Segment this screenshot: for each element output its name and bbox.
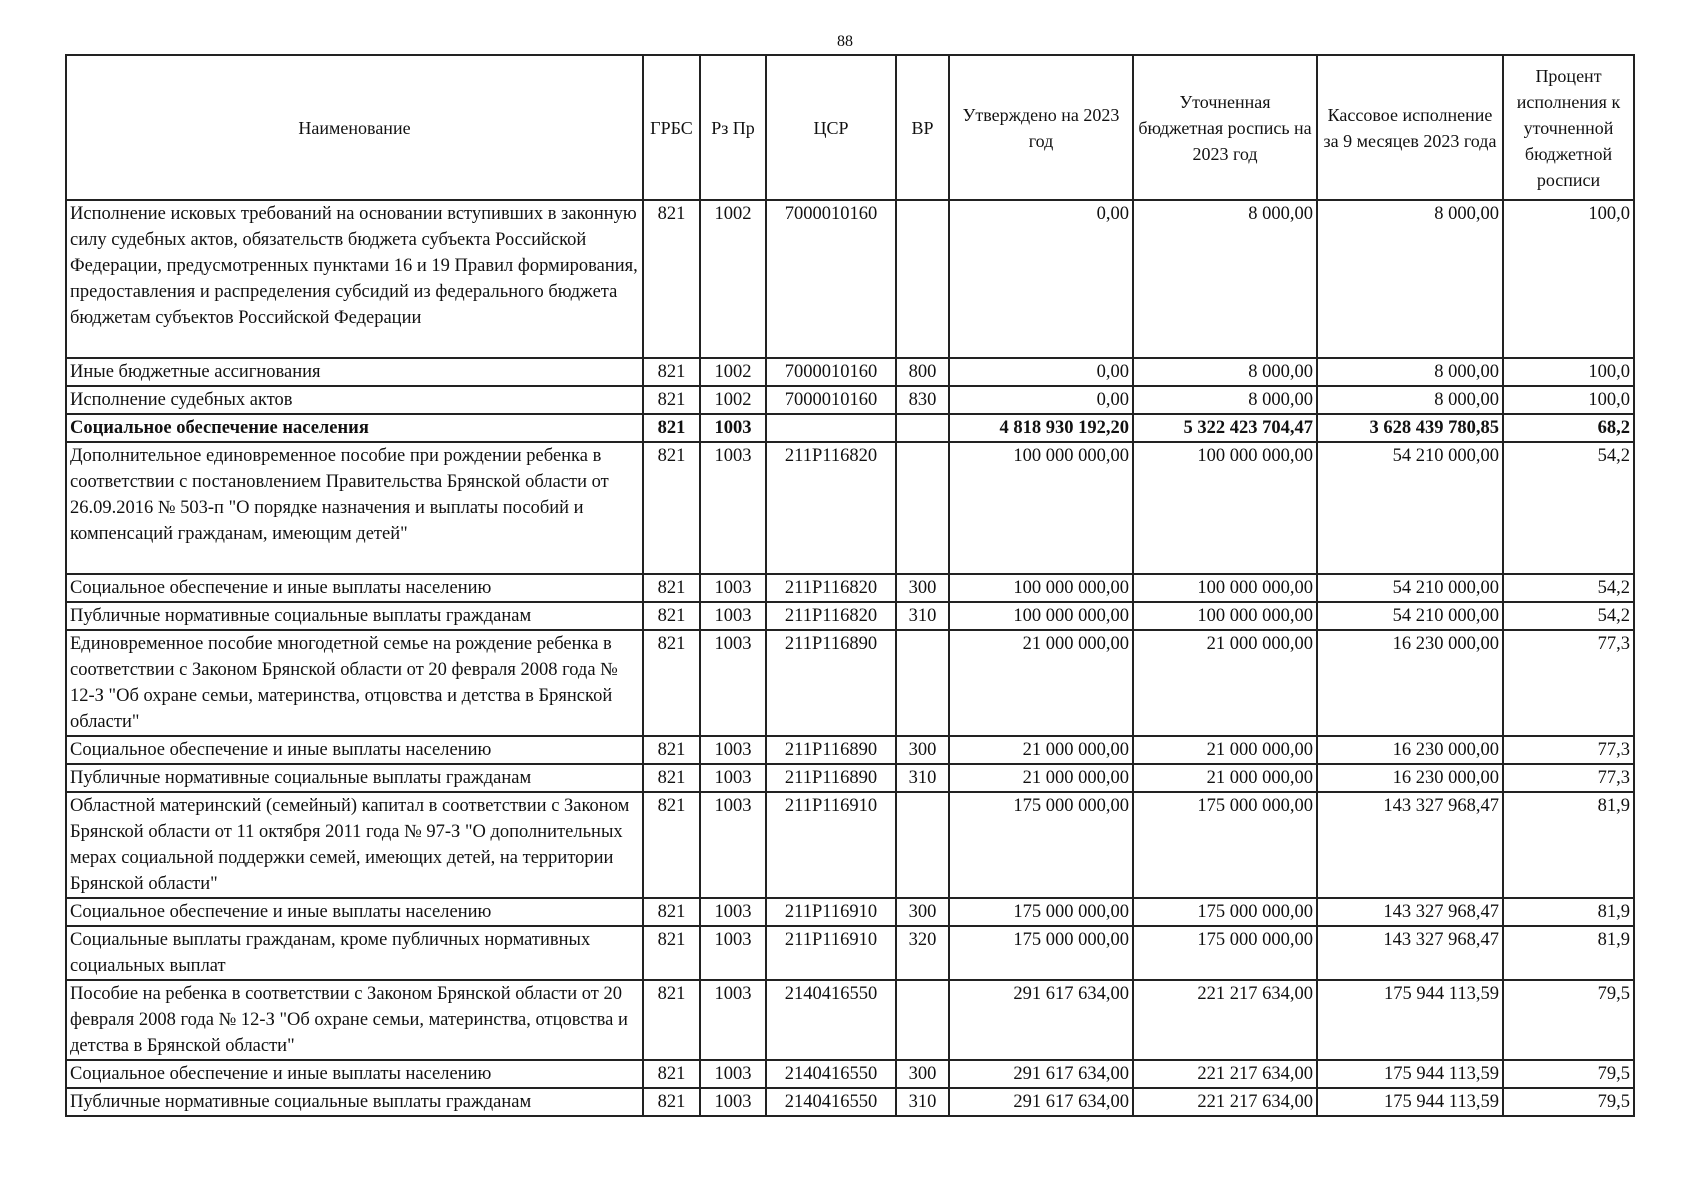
table-row [66,442,1634,574]
cell-approved: 100 000 000,00 [949,574,1133,602]
cell-refined: 21 000 000,00 [1133,736,1317,764]
header-executed: Кассовое исполнение за 9 месяцев 2023 года [1317,55,1503,200]
table-header-row [66,55,1634,200]
cell-executed: 143 327 968,47 [1317,792,1503,898]
cell-executed: 54 210 000,00 [1317,442,1503,574]
table-row [66,1088,1634,1116]
cell-percent: 100,0 [1503,358,1634,386]
table-row [66,574,1634,602]
cell-refined: 175 000 000,00 [1133,792,1317,898]
table-row [66,764,1634,792]
cell-vr: 310 [896,602,949,630]
cell-grbs: 821 [643,1060,700,1088]
cell-percent: 54,2 [1503,602,1634,630]
page-number: 88 [837,33,853,50]
cell-name: Социальное обеспечение населения [66,414,643,442]
cell-vr: 300 [896,736,949,764]
cell-refined: 8 000,00 [1133,200,1317,358]
cell-grbs: 821 [643,792,700,898]
cell-approved: 291 617 634,00 [949,980,1133,1060]
cell-rzpr: 1003 [700,602,766,630]
cell-executed: 175 944 113,59 [1317,1060,1503,1088]
cell-vr: 310 [896,764,949,792]
cell-name: Дополнительное единовременное пособие при рождении ребенка в соответствии с постановлением Правительства Брянской области от 26.09.2016 № 503-п "О порядке назначения и выплаты пособий и компенсаций гражданам, имеющим детей" [66,442,643,574]
cell-vr [896,414,949,442]
cell-grbs: 821 [643,630,700,736]
cell-rzpr: 1003 [700,574,766,602]
cell-grbs: 821 [643,200,700,358]
cell-refined: 221 217 634,00 [1133,1088,1317,1116]
cell-rzpr: 1002 [700,358,766,386]
cell-csr: 211P116910 [766,898,896,926]
cell-executed: 143 327 968,47 [1317,898,1503,926]
cell-refined: 100 000 000,00 [1133,574,1317,602]
header-grbs: ГРБС [643,55,700,200]
cell-name: Иные бюджетные ассигнования [66,358,643,386]
cell-percent: 81,9 [1503,792,1634,898]
cell-grbs: 821 [643,414,700,442]
cell-executed: 175 944 113,59 [1317,980,1503,1060]
cell-grbs: 821 [643,736,700,764]
cell-refined: 221 217 634,00 [1133,1060,1317,1088]
table-row [66,1060,1634,1088]
cell-name: Пособие на ребенка в соответствии с Законом Брянской области от 20 февраля 2008 года № 12-З "Об охране семьи, материнства, отцовства и детства в Брянской области" [66,980,643,1060]
cell-grbs: 821 [643,980,700,1060]
cell-approved: 0,00 [949,386,1133,414]
cell-vr: 830 [896,386,949,414]
cell-executed: 3 628 439 780,85 [1317,414,1503,442]
cell-name: Областной материнский (семейный) капитал в соответствии с Законом Брянской области от 11 октября 2011 года № 97-З "О дополнительных мерах социальной поддержки семей, имеющих детей, на территории Брянской области" [66,792,643,898]
cell-refined: 5 322 423 704,47 [1133,414,1317,442]
cell-rzpr: 1003 [700,898,766,926]
cell-executed: 8 000,00 [1317,200,1503,358]
cell-csr: 211P116820 [766,442,896,574]
cell-grbs: 821 [643,1088,700,1116]
cell-executed: 8 000,00 [1317,358,1503,386]
cell-percent: 68,2 [1503,414,1634,442]
cell-name: Социальное обеспечение и иные выплаты населению [66,574,643,602]
cell-refined: 21 000 000,00 [1133,764,1317,792]
cell-name: Единовременное пособие многодетной семье на рождение ребенка в соответствии с Законом Брянской области от 20 февраля 2008 года № 12-З "Об охране семьи, материнства, отцовства и детства в Брянской области" [66,630,643,736]
cell-percent: 81,9 [1503,898,1634,926]
cell-percent: 77,3 [1503,764,1634,792]
cell-grbs: 821 [643,386,700,414]
header-csr: ЦСР [766,55,896,200]
cell-csr: 2140416550 [766,1060,896,1088]
cell-rzpr: 1003 [700,414,766,442]
cell-executed: 8 000,00 [1317,386,1503,414]
cell-csr: 7000010160 [766,200,896,358]
cell-vr: 300 [896,574,949,602]
cell-name: Исполнение судебных актов [66,386,643,414]
cell-name: Социальное обеспечение и иные выплаты населению [66,898,643,926]
cell-vr: 320 [896,926,949,980]
cell-approved: 291 617 634,00 [949,1060,1133,1088]
cell-grbs: 821 [643,898,700,926]
cell-refined: 100 000 000,00 [1133,442,1317,574]
header-rzpr: Рз Пр [700,55,766,200]
cell-percent: 79,5 [1503,1088,1634,1116]
cell-rzpr: 1003 [700,630,766,736]
header-refined: Уточненная бюджетная роспись на 2023 год [1133,55,1317,200]
cell-name: Исполнение исковых требований на основании вступивших в законную силу судебных актов, обязательств бюджета субъекта Российской Федерации, предусмотренных пунктами 16 и 19 Правил формирования, предоставления и распределения субсидий из федерального бюджета бюджетам субъектов Российской Федерации [66,200,643,358]
cell-vr [896,980,949,1060]
cell-csr: 211P116890 [766,736,896,764]
cell-percent: 79,5 [1503,1060,1634,1088]
cell-approved: 100 000 000,00 [949,442,1133,574]
cell-percent: 100,0 [1503,200,1634,358]
cell-executed: 54 210 000,00 [1317,602,1503,630]
cell-refined: 221 217 634,00 [1133,980,1317,1060]
cell-csr: 211P116820 [766,574,896,602]
cell-executed: 16 230 000,00 [1317,764,1503,792]
cell-rzpr: 1003 [700,764,766,792]
cell-percent: 54,2 [1503,574,1634,602]
cell-rzpr: 1002 [700,200,766,358]
cell-percent: 54,2 [1503,442,1634,574]
cell-grbs: 821 [643,442,700,574]
cell-refined: 100 000 000,00 [1133,602,1317,630]
cell-rzpr: 1003 [700,926,766,980]
cell-vr [896,630,949,736]
cell-rzpr: 1003 [700,1060,766,1088]
cell-csr: 211P116910 [766,926,896,980]
table-row [66,386,1634,414]
cell-percent: 100,0 [1503,386,1634,414]
cell-approved: 175 000 000,00 [949,926,1133,980]
cell-csr: 2140416550 [766,1088,896,1116]
cell-approved: 0,00 [949,358,1133,386]
cell-name: Социальное обеспечение и иные выплаты населению [66,736,643,764]
cell-approved: 175 000 000,00 [949,898,1133,926]
cell-approved: 0,00 [949,200,1133,358]
table-row [66,792,1634,898]
cell-vr: 800 [896,358,949,386]
cell-csr [766,414,896,442]
table-row [66,980,1634,1060]
header-percent: Процент исполнения к уточненной бюджетной росписи [1503,55,1634,200]
cell-grbs: 821 [643,764,700,792]
cell-csr: 211P116890 [766,764,896,792]
cell-grbs: 821 [643,926,700,980]
header-vr: ВР [896,55,949,200]
cell-executed: 16 230 000,00 [1317,736,1503,764]
cell-executed: 16 230 000,00 [1317,630,1503,736]
cell-name: Социальные выплаты гражданам, кроме публичных нормативных социальных выплат [66,926,643,980]
cell-executed: 143 327 968,47 [1317,926,1503,980]
cell-name: Социальное обеспечение и иные выплаты населению [66,1060,643,1088]
cell-rzpr: 1003 [700,792,766,898]
cell-vr [896,442,949,574]
cell-refined: 21 000 000,00 [1133,630,1317,736]
cell-csr: 2140416550 [766,980,896,1060]
cell-vr: 310 [896,1088,949,1116]
cell-refined: 175 000 000,00 [1133,898,1317,926]
cell-rzpr: 1003 [700,736,766,764]
cell-rzpr: 1003 [700,980,766,1060]
header-approved: Утверждено на 2023 год [949,55,1133,200]
cell-approved: 21 000 000,00 [949,736,1133,764]
cell-name: Публичные нормативные социальные выплаты гражданам [66,764,643,792]
cell-csr: 7000010160 [766,358,896,386]
cell-approved: 21 000 000,00 [949,764,1133,792]
cell-approved: 100 000 000,00 [949,602,1133,630]
budget-table [65,54,1635,1117]
cell-percent: 81,9 [1503,926,1634,980]
table-row [66,414,1634,442]
cell-refined: 8 000,00 [1133,358,1317,386]
cell-rzpr: 1002 [700,386,766,414]
cell-name: Публичные нормативные социальные выплаты гражданам [66,602,643,630]
cell-grbs: 821 [643,602,700,630]
table-row [66,898,1634,926]
cell-approved: 4 818 930 192,20 [949,414,1133,442]
cell-refined: 8 000,00 [1133,386,1317,414]
cell-rzpr: 1003 [700,442,766,574]
cell-csr: 7000010160 [766,386,896,414]
cell-percent: 79,5 [1503,980,1634,1060]
cell-grbs: 821 [643,358,700,386]
cell-executed: 175 944 113,59 [1317,1088,1503,1116]
cell-csr: 211P116890 [766,630,896,736]
cell-name: Публичные нормативные социальные выплаты гражданам [66,1088,643,1116]
cell-refined: 175 000 000,00 [1133,926,1317,980]
cell-vr [896,792,949,898]
cell-vr: 300 [896,898,949,926]
cell-percent: 77,3 [1503,736,1634,764]
cell-vr [896,200,949,358]
cell-vr: 300 [896,1060,949,1088]
cell-csr: 211P116910 [766,792,896,898]
cell-rzpr: 1003 [700,1088,766,1116]
cell-approved: 21 000 000,00 [949,630,1133,736]
cell-approved: 175 000 000,00 [949,792,1133,898]
header-name: Наименование [66,55,643,200]
cell-csr: 211P116820 [766,602,896,630]
table-row [66,736,1634,764]
cell-percent: 77,3 [1503,630,1634,736]
table-row [66,926,1634,980]
cell-executed: 54 210 000,00 [1317,574,1503,602]
table-row [66,358,1634,386]
table-row [66,200,1634,358]
table-row [66,602,1634,630]
cell-grbs: 821 [643,574,700,602]
cell-approved: 291 617 634,00 [949,1088,1133,1116]
table-row [66,630,1634,736]
